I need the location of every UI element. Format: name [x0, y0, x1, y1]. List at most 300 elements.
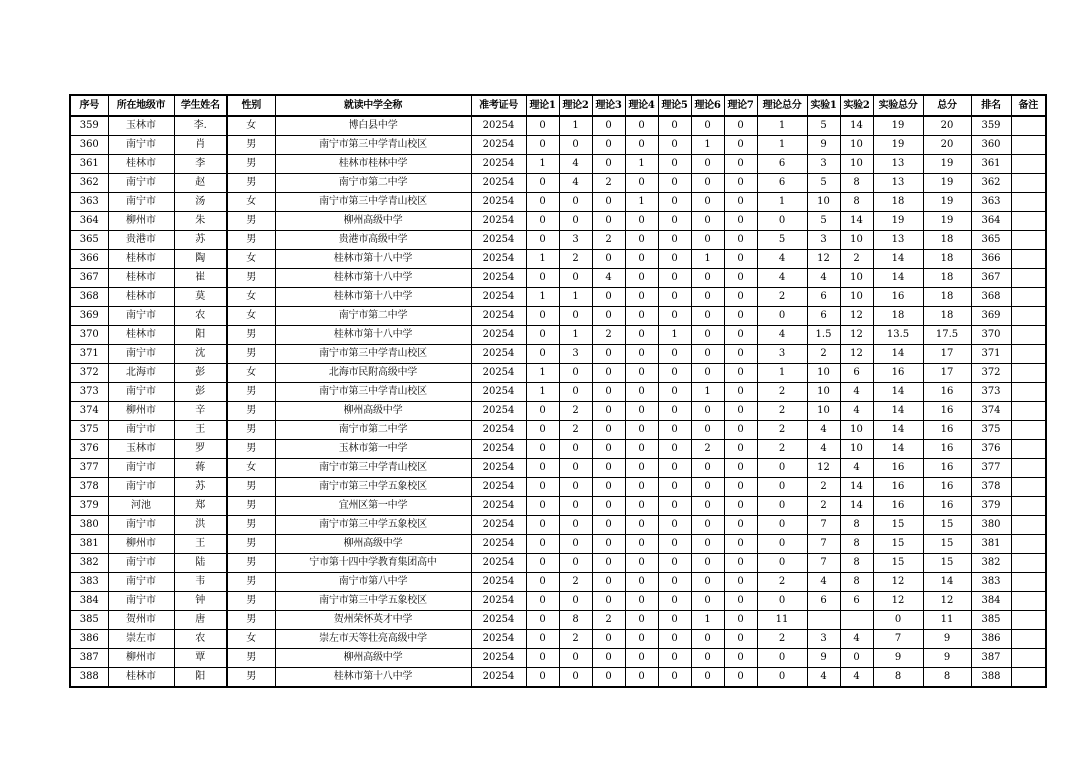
col-theory2-cell: 0 — [559, 440, 592, 459]
col-name-cell: 彭 — [174, 364, 227, 383]
col-theory3-cell: 2 — [592, 231, 625, 250]
col-theory4-cell: 0 — [625, 516, 658, 535]
col-theory2-cell: 0 — [559, 592, 592, 611]
col-remark-cell — [1011, 554, 1046, 573]
col-seq-cell: 359 — [70, 116, 108, 136]
col-ticket-cell: 20254 — [471, 554, 526, 573]
col-theory2-cell: 0 — [559, 516, 592, 535]
col-school-cell: 柳州高级中学 — [275, 402, 471, 421]
col-ticket-cell: 20254 — [471, 231, 526, 250]
col-name-cell: 苏 — [174, 478, 227, 497]
table-row — [70, 307, 1046, 326]
col-theory-total-cell: 0 — [757, 668, 807, 688]
col-theory1-cell: 0 — [526, 136, 559, 155]
col-rank-cell: 376 — [971, 440, 1011, 459]
col-rank-cell: 370 — [971, 326, 1011, 345]
col-theory-total-cell: 2 — [757, 630, 807, 649]
col-theory4-cell: 0 — [625, 288, 658, 307]
col-theory7-cell: 0 — [724, 668, 757, 688]
col-theory5-cell: 0 — [658, 649, 691, 668]
col-exp1-cell: 4 — [807, 668, 840, 688]
col-city-cell: 柳州市 — [108, 402, 174, 421]
col-theory7-cell: 0 — [724, 497, 757, 516]
col-school-cell: 南宁市第八中学 — [275, 573, 471, 592]
col-theory4-cell: 0 — [625, 421, 658, 440]
col-theory6-cell: 0 — [691, 535, 724, 554]
col-theory5-cell: 0 — [658, 668, 691, 688]
col-theory1-cell: 1 — [526, 288, 559, 307]
col-exp-total-cell: 14 — [873, 345, 923, 364]
col-exp1-cell: 7 — [807, 535, 840, 554]
col-theory1-cell: 0 — [526, 611, 559, 630]
col-ticket-cell: 20254 — [471, 478, 526, 497]
col-theory-total-cell: 1 — [757, 364, 807, 383]
table-row — [70, 611, 1046, 630]
col-total-cell: 16 — [923, 497, 971, 516]
col-theory6-cell: 0 — [691, 231, 724, 250]
col-exp2-cell — [840, 611, 873, 630]
col-school-cell: 柳州高级中学 — [275, 649, 471, 668]
col-theory7-cell: 0 — [724, 440, 757, 459]
col-theory-total-cell: 2 — [757, 288, 807, 307]
col-theory4-cell: 0 — [625, 630, 658, 649]
col-city-cell: 南宁市 — [108, 459, 174, 478]
col-remark-cell — [1011, 326, 1046, 345]
col-theory5-cell: 0 — [658, 212, 691, 231]
col-exp-total-cell: 13 — [873, 155, 923, 174]
col-theory6-cell: 0 — [691, 649, 724, 668]
table-row — [70, 478, 1046, 497]
col-theory3-cell: 0 — [592, 440, 625, 459]
col-remark-cell — [1011, 250, 1046, 269]
col-theory6-cell: 0 — [691, 364, 724, 383]
col-city-cell: 玉林市 — [108, 440, 174, 459]
col-gender-cell: 男 — [227, 497, 275, 516]
table-row — [70, 402, 1046, 421]
col-theory3-cell: 0 — [592, 497, 625, 516]
col-theory7-cell: 0 — [724, 459, 757, 478]
col-theory1-cell: 1 — [526, 364, 559, 383]
table-row — [70, 440, 1046, 459]
col-city-cell: 南宁市 — [108, 592, 174, 611]
col-total-cell: 19 — [923, 174, 971, 193]
col-theory7-cell: 0 — [724, 288, 757, 307]
col-ticket-cell: 20254 — [471, 212, 526, 231]
col-name-cell: 农 — [174, 630, 227, 649]
col-theory6-cell: 0 — [691, 478, 724, 497]
col-theory5-cell: 0 — [658, 440, 691, 459]
col-theory7-cell: 0 — [724, 269, 757, 288]
col-theory2-cell: 0 — [559, 269, 592, 288]
col-exp1-cell: 12 — [807, 250, 840, 269]
col-ticket-cell: 20254 — [471, 611, 526, 630]
col-theory6-cell: 0 — [691, 421, 724, 440]
col-theory3-cell: 0 — [592, 459, 625, 478]
col-exp-total-cell: 15 — [873, 554, 923, 573]
col-rank-cell: 380 — [971, 516, 1011, 535]
col-exp1-cell: 3 — [807, 630, 840, 649]
col-exp1-cell: 2 — [807, 497, 840, 516]
col-exp1-cell: 3 — [807, 155, 840, 174]
col-theory2-cell: 1 — [559, 288, 592, 307]
col-name-cell: 韦 — [174, 573, 227, 592]
col-theory7-cell: 0 — [724, 592, 757, 611]
col-exp-total-cell: 14 — [873, 269, 923, 288]
col-total-cell: 16 — [923, 478, 971, 497]
col-remark-cell — [1011, 136, 1046, 155]
col-theory6-cell: 0 — [691, 193, 724, 212]
col-school-cell: 南宁市第三中学青山校区 — [275, 193, 471, 212]
col-exp2-cell: 14 — [840, 478, 873, 497]
col-exp-total-cell: 16 — [873, 288, 923, 307]
col-theory2-cell: 0 — [559, 497, 592, 516]
col-seq-cell: 388 — [70, 668, 108, 688]
col-theory7-cell: 0 — [724, 630, 757, 649]
col-total-cell: 20 — [923, 136, 971, 155]
col-city-cell: 南宁市 — [108, 174, 174, 193]
col-exp-total-cell: 13 — [873, 231, 923, 250]
col-theory5-cell: 0 — [658, 193, 691, 212]
col-theory6-cell: 0 — [691, 402, 724, 421]
col-exp1-cell: 6 — [807, 307, 840, 326]
col-seq-cell: 367 — [70, 269, 108, 288]
col-gender-cell: 男 — [227, 478, 275, 497]
col-theory3-cell: 0 — [592, 307, 625, 326]
col-theory-total-cell: 0 — [757, 497, 807, 516]
col-theory4-cell: 1 — [625, 193, 658, 212]
col-name-cell: 农 — [174, 307, 227, 326]
col-rank-cell: 362 — [971, 174, 1011, 193]
header-col-remark: 备注 — [1011, 95, 1046, 116]
col-theory3-cell: 2 — [592, 326, 625, 345]
col-ticket-cell: 20254 — [471, 573, 526, 592]
col-gender-cell: 男 — [227, 611, 275, 630]
col-exp1-cell: 1.5 — [807, 326, 840, 345]
col-exp-total-cell: 12 — [873, 592, 923, 611]
col-theory6-cell: 0 — [691, 155, 724, 174]
col-school-cell: 桂林市桂林中学 — [275, 155, 471, 174]
col-rank-cell: 382 — [971, 554, 1011, 573]
col-exp1-cell: 7 — [807, 554, 840, 573]
col-theory1-cell: 0 — [526, 231, 559, 250]
col-theory6-cell: 0 — [691, 459, 724, 478]
col-exp1-cell: 6 — [807, 592, 840, 611]
col-gender-cell: 男 — [227, 516, 275, 535]
col-theory-total-cell: 0 — [757, 554, 807, 573]
col-seq-cell: 363 — [70, 193, 108, 212]
col-theory1-cell: 0 — [526, 649, 559, 668]
col-theory-total-cell: 2 — [757, 402, 807, 421]
col-theory3-cell: 0 — [592, 630, 625, 649]
col-remark-cell — [1011, 459, 1046, 478]
col-theory6-cell: 0 — [691, 668, 724, 688]
col-total-cell: 17.5 — [923, 326, 971, 345]
col-seq-cell: 370 — [70, 326, 108, 345]
col-exp-total-cell: 14 — [873, 440, 923, 459]
col-gender-cell: 男 — [227, 554, 275, 573]
col-total-cell: 17 — [923, 345, 971, 364]
col-seq-cell: 361 — [70, 155, 108, 174]
col-seq-cell: 364 — [70, 212, 108, 231]
col-total-cell: 9 — [923, 630, 971, 649]
col-name-cell: 罗 — [174, 440, 227, 459]
col-theory4-cell: 0 — [625, 307, 658, 326]
header-col-exp2: 实验2 — [840, 95, 873, 116]
col-exp1-cell: 7 — [807, 516, 840, 535]
col-remark-cell — [1011, 116, 1046, 136]
col-city-cell: 南宁市 — [108, 345, 174, 364]
header-col-theory6: 理论6 — [691, 95, 724, 116]
col-ticket-cell: 20254 — [471, 630, 526, 649]
col-theory7-cell: 0 — [724, 231, 757, 250]
col-theory3-cell: 0 — [592, 535, 625, 554]
col-exp2-cell: 6 — [840, 592, 873, 611]
col-name-cell: 沈 — [174, 345, 227, 364]
col-theory6-cell: 0 — [691, 497, 724, 516]
col-seq-cell: 372 — [70, 364, 108, 383]
col-name-cell: 朱 — [174, 212, 227, 231]
col-exp-total-cell: 12 — [873, 573, 923, 592]
col-theory5-cell: 0 — [658, 155, 691, 174]
col-theory4-cell: 0 — [625, 326, 658, 345]
col-total-cell: 12 — [923, 592, 971, 611]
col-remark-cell — [1011, 307, 1046, 326]
col-theory7-cell: 0 — [724, 535, 757, 554]
col-theory2-cell: 0 — [559, 307, 592, 326]
col-school-cell: 博白县中学 — [275, 116, 471, 136]
table-row — [70, 535, 1046, 554]
col-theory5-cell: 0 — [658, 231, 691, 250]
col-theory-total-cell: 4 — [757, 269, 807, 288]
table-row — [70, 345, 1046, 364]
col-school-cell: 北海市民附高级中学 — [275, 364, 471, 383]
col-gender-cell: 男 — [227, 212, 275, 231]
col-exp2-cell: 10 — [840, 440, 873, 459]
col-theory3-cell: 0 — [592, 116, 625, 136]
col-ticket-cell: 20254 — [471, 288, 526, 307]
col-gender-cell: 女 — [227, 307, 275, 326]
col-theory7-cell: 0 — [724, 326, 757, 345]
col-theory5-cell: 0 — [658, 611, 691, 630]
col-exp1-cell: 10 — [807, 383, 840, 402]
col-exp2-cell: 10 — [840, 269, 873, 288]
col-theory4-cell: 0 — [625, 250, 658, 269]
col-total-cell: 16 — [923, 383, 971, 402]
col-theory-total-cell: 0 — [757, 307, 807, 326]
header-col-theory2: 理论2 — [559, 95, 592, 116]
col-city-cell: 桂林市 — [108, 155, 174, 174]
table-row — [70, 630, 1046, 649]
col-remark-cell — [1011, 668, 1046, 688]
col-theory4-cell: 0 — [625, 174, 658, 193]
col-school-cell: 贺州荣怀英才中学 — [275, 611, 471, 630]
col-theory7-cell: 0 — [724, 383, 757, 402]
col-remark-cell — [1011, 440, 1046, 459]
header-col-theory-total: 理论总分 — [757, 95, 807, 116]
col-theory3-cell: 0 — [592, 193, 625, 212]
col-name-cell: 陶 — [174, 250, 227, 269]
col-theory1-cell: 0 — [526, 269, 559, 288]
col-name-cell: 陆 — [174, 554, 227, 573]
col-school-cell: 南宁市第二中学 — [275, 421, 471, 440]
col-rank-cell: 374 — [971, 402, 1011, 421]
table-row — [70, 459, 1046, 478]
col-theory2-cell: 8 — [559, 611, 592, 630]
col-total-cell: 18 — [923, 288, 971, 307]
col-exp1-cell: 10 — [807, 364, 840, 383]
col-city-cell: 南宁市 — [108, 383, 174, 402]
col-seq-cell: 368 — [70, 288, 108, 307]
col-rank-cell: 388 — [971, 668, 1011, 688]
col-theory3-cell: 0 — [592, 383, 625, 402]
col-theory4-cell: 1 — [625, 155, 658, 174]
col-exp1-cell: 9 — [807, 136, 840, 155]
col-school-cell: 南宁市第三中学青山校区 — [275, 383, 471, 402]
col-exp-total-cell: 15 — [873, 535, 923, 554]
col-theory3-cell: 0 — [592, 554, 625, 573]
col-theory1-cell: 1 — [526, 250, 559, 269]
col-school-cell: 南宁市第三中学五象校区 — [275, 592, 471, 611]
col-ticket-cell: 20254 — [471, 250, 526, 269]
col-theory4-cell: 0 — [625, 497, 658, 516]
header-col-theory1: 理论1 — [526, 95, 559, 116]
col-gender-cell: 男 — [227, 573, 275, 592]
col-ticket-cell: 20254 — [471, 269, 526, 288]
col-school-cell: 南宁市第三中学五象校区 — [275, 478, 471, 497]
col-total-cell: 14 — [923, 573, 971, 592]
col-city-cell: 北海市 — [108, 364, 174, 383]
col-name-cell: 莫 — [174, 288, 227, 307]
col-theory5-cell: 0 — [658, 592, 691, 611]
col-theory7-cell: 0 — [724, 554, 757, 573]
col-theory6-cell: 1 — [691, 250, 724, 269]
col-theory2-cell: 0 — [559, 668, 592, 688]
col-rank-cell: 383 — [971, 573, 1011, 592]
header-col-theory7: 理论7 — [724, 95, 757, 116]
col-remark-cell — [1011, 535, 1046, 554]
col-rank-cell: 387 — [971, 649, 1011, 668]
table-row — [70, 212, 1046, 231]
col-theory7-cell: 0 — [724, 573, 757, 592]
col-total-cell: 16 — [923, 421, 971, 440]
col-gender-cell: 男 — [227, 383, 275, 402]
col-theory1-cell: 0 — [526, 497, 559, 516]
col-city-cell: 柳州市 — [108, 535, 174, 554]
col-gender-cell: 男 — [227, 136, 275, 155]
col-theory4-cell: 0 — [625, 478, 658, 497]
col-gender-cell: 男 — [227, 155, 275, 174]
col-gender-cell: 男 — [227, 535, 275, 554]
col-total-cell: 20 — [923, 116, 971, 136]
col-seq-cell: 375 — [70, 421, 108, 440]
col-exp2-cell: 4 — [840, 383, 873, 402]
col-exp-total-cell: 16 — [873, 459, 923, 478]
table-row — [70, 136, 1046, 155]
col-city-cell: 南宁市 — [108, 478, 174, 497]
col-exp2-cell: 14 — [840, 116, 873, 136]
col-theory2-cell: 0 — [559, 383, 592, 402]
col-theory1-cell: 0 — [526, 326, 559, 345]
col-name-cell: 郑 — [174, 497, 227, 516]
col-seq-cell: 386 — [70, 630, 108, 649]
col-theory3-cell: 0 — [592, 288, 625, 307]
table-row — [70, 592, 1046, 611]
col-gender-cell: 女 — [227, 459, 275, 478]
col-theory-total-cell: 0 — [757, 649, 807, 668]
table-row — [70, 193, 1046, 212]
col-theory4-cell: 0 — [625, 649, 658, 668]
col-ticket-cell: 20254 — [471, 440, 526, 459]
col-seq-cell: 371 — [70, 345, 108, 364]
col-theory4-cell: 0 — [625, 459, 658, 478]
col-gender-cell: 女 — [227, 193, 275, 212]
col-seq-cell: 365 — [70, 231, 108, 250]
col-city-cell: 南宁市 — [108, 193, 174, 212]
col-total-cell: 11 — [923, 611, 971, 630]
col-school-cell: 桂林市第十八中学 — [275, 288, 471, 307]
col-name-cell: 覃 — [174, 649, 227, 668]
col-school-cell: 宜州区第一中学 — [275, 497, 471, 516]
col-name-cell: 彭 — [174, 383, 227, 402]
col-theory-total-cell: 6 — [757, 174, 807, 193]
col-exp2-cell: 4 — [840, 459, 873, 478]
col-rank-cell: 359 — [971, 116, 1011, 136]
col-theory-total-cell: 0 — [757, 592, 807, 611]
col-theory3-cell: 2 — [592, 611, 625, 630]
col-theory7-cell: 0 — [724, 345, 757, 364]
col-theory1-cell: 0 — [526, 592, 559, 611]
table-row — [70, 554, 1046, 573]
col-exp-total-cell: 13.5 — [873, 326, 923, 345]
col-exp1-cell: 10 — [807, 402, 840, 421]
table-row — [70, 421, 1046, 440]
col-city-cell: 南宁市 — [108, 136, 174, 155]
col-rank-cell: 363 — [971, 193, 1011, 212]
col-theory2-cell: 0 — [559, 478, 592, 497]
col-theory4-cell: 0 — [625, 611, 658, 630]
header-col-exp-total: 实验总分 — [873, 95, 923, 116]
col-exp2-cell: 8 — [840, 554, 873, 573]
col-exp-total-cell: 14 — [873, 383, 923, 402]
col-theory3-cell: 0 — [592, 668, 625, 688]
col-theory2-cell: 0 — [559, 535, 592, 554]
col-theory7-cell: 0 — [724, 174, 757, 193]
col-city-cell: 南宁市 — [108, 554, 174, 573]
col-remark-cell — [1011, 573, 1046, 592]
col-theory3-cell: 0 — [592, 573, 625, 592]
col-name-cell: 苏 — [174, 231, 227, 250]
col-theory3-cell: 0 — [592, 136, 625, 155]
col-gender-cell: 女 — [227, 116, 275, 136]
col-theory4-cell: 0 — [625, 440, 658, 459]
col-exp1-cell: 5 — [807, 174, 840, 193]
col-rank-cell: 373 — [971, 383, 1011, 402]
col-theory1-cell: 0 — [526, 402, 559, 421]
col-rank-cell: 381 — [971, 535, 1011, 554]
col-exp2-cell: 10 — [840, 421, 873, 440]
col-exp2-cell: 12 — [840, 326, 873, 345]
col-exp-total-cell: 18 — [873, 307, 923, 326]
col-theory7-cell: 0 — [724, 193, 757, 212]
col-city-cell: 贺州市 — [108, 611, 174, 630]
col-theory3-cell: 0 — [592, 250, 625, 269]
col-theory3-cell: 0 — [592, 478, 625, 497]
col-exp2-cell: 10 — [840, 136, 873, 155]
col-remark-cell — [1011, 383, 1046, 402]
table-row — [70, 326, 1046, 345]
col-seq-cell: 382 — [70, 554, 108, 573]
col-exp-total-cell: 15 — [873, 516, 923, 535]
